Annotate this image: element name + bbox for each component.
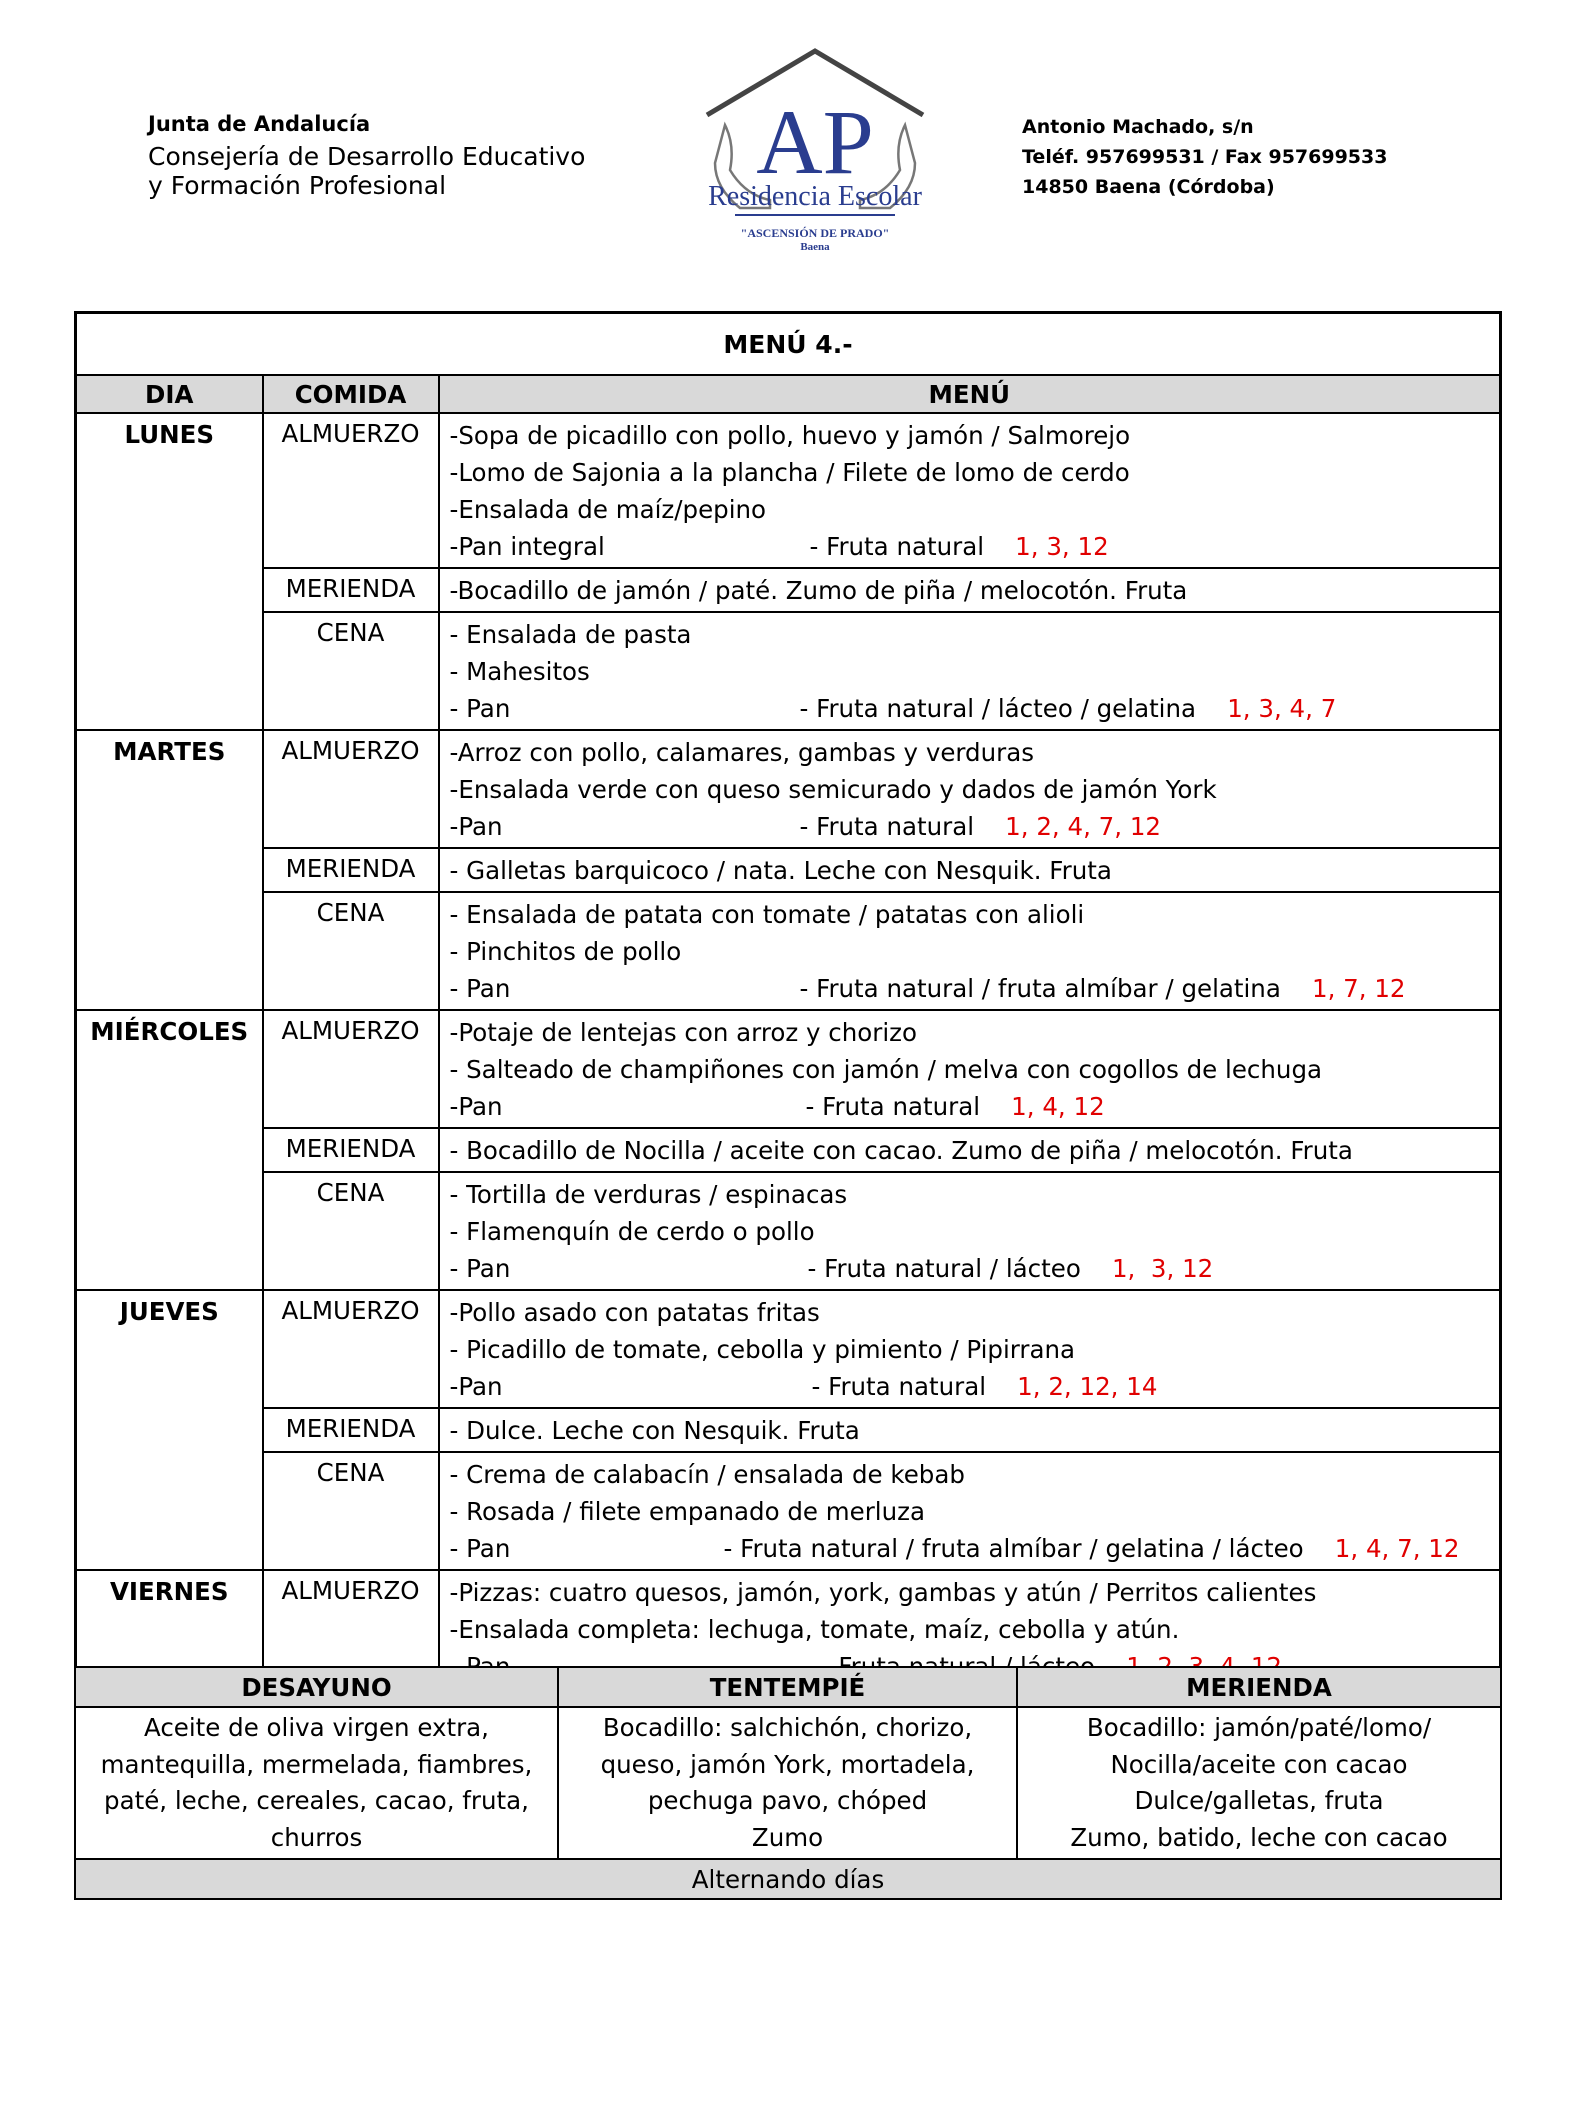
dish-line [450, 528, 1500, 565]
dish-line [450, 1294, 1500, 1331]
phone-fax: Teléf. 957699531 / Fax 957699533 [1022, 146, 1388, 168]
meal-label: ALMUERZO [263, 413, 439, 568]
dish-line [450, 1250, 1500, 1287]
day-name: MIÉRCOLES [76, 1010, 263, 1290]
allergen-codes: 1, 2, 4, 7, 12 [1005, 812, 1162, 841]
dish-text: - Pan [449, 694, 511, 723]
tentempie-line: pechuga pavo, chóped [647, 1786, 928, 1815]
dish-text: -Pan integral [449, 532, 605, 561]
dish-line [450, 1014, 1500, 1051]
dish-text: - Pinchitos de pollo [449, 937, 682, 966]
tentempie-cell [558, 1707, 1017, 1859]
menu-title: MENÚ 4.- [76, 313, 1501, 376]
desayuno-line: paté, leche, cereales, cacao, fruta, [104, 1786, 529, 1815]
dish-line [450, 1176, 1500, 1213]
header-desayuno: DESAYUNO [75, 1667, 558, 1707]
merienda-line: Nocilla/aceite con cacao [1110, 1749, 1408, 1779]
meal-label: ALMUERZO [263, 1570, 439, 1689]
dish-text: -Ensalada completa: lechuga, tomate, maíz, cebolla y atún. [449, 1615, 1180, 1644]
meal-label: MERIENDA [263, 1408, 439, 1452]
dessert-label: - Fruta natural [809, 532, 985, 561]
meal-row [76, 730, 1501, 848]
dish-line [450, 1331, 1500, 1368]
dish-line [450, 852, 1500, 889]
dish-text: - Flamenquín de cerdo o pollo [449, 1217, 815, 1246]
logo-initials: AP [756, 91, 874, 193]
dish-text: -Arroz con pollo, calamares, gambas y verduras [449, 738, 1034, 767]
dish-text: - Ensalada de patata con tomate / patatas con alioli [449, 900, 1085, 929]
dish-line [450, 417, 1500, 454]
institution-block [148, 112, 585, 200]
meal-label: CENA [263, 612, 439, 730]
meal-row [76, 1010, 1501, 1128]
allergen-codes: 1, 2, 12, 14 [1017, 1372, 1158, 1401]
dishes-cell [439, 568, 1501, 612]
col-header-day: DIA [76, 375, 263, 413]
allergen-codes: 1, 4, 7, 12 [1334, 1534, 1460, 1563]
dish-text: -Pan [449, 812, 503, 841]
extras-footer-row [75, 1859, 1501, 1899]
dish-line [450, 808, 1500, 845]
dish-text: -Pan [449, 1372, 503, 1401]
dish-line [450, 896, 1500, 933]
dish-text: - Mahesitos [449, 657, 590, 686]
merienda-line: Zumo, batido, leche con cacao [1070, 1822, 1448, 1852]
header-tentempie: TENTEMPIÉ [558, 1667, 1017, 1707]
day-name: LUNES [76, 413, 263, 730]
dessert-text [800, 808, 1162, 845]
meal-label: ALMUERZO [263, 1010, 439, 1128]
meal-label: CENA [263, 1452, 439, 1570]
day-name: MARTES [76, 730, 263, 1010]
menu-title-row [76, 313, 1501, 376]
meal-label: ALMUERZO [263, 1290, 439, 1408]
dessert-text [810, 528, 1109, 565]
meal-row [76, 413, 1501, 568]
col-header-menu: MENÚ [439, 375, 1501, 413]
address: Antonio Machado, s/n [1022, 116, 1254, 138]
dish-line [450, 771, 1500, 808]
dish-text: - Galletas barquicoco / nata. Leche con Nesquik. Fruta [449, 856, 1112, 885]
meal-row [76, 612, 1501, 730]
meal-row [76, 1290, 1501, 1408]
dishes-cell [439, 1128, 1501, 1172]
dish-line [450, 454, 1500, 491]
allergen-codes: 1, 7, 12 [1312, 974, 1406, 1003]
dishes-cell [439, 413, 1501, 568]
institution-name: Junta de Andalucía [148, 112, 371, 136]
dish-line [450, 653, 1500, 690]
postal-city: 14850 Baena (Córdoba) [1022, 176, 1275, 198]
dish-line [450, 690, 1500, 727]
dish-text: -Potaje de lentejas con arroz y chorizo [449, 1018, 917, 1047]
dish-text: - Salteado de champiñones con jamón / melva con cogollos de lechuga [449, 1055, 1323, 1084]
dish-text: -Pan [449, 1092, 503, 1121]
dishes-cell [439, 848, 1501, 892]
dish-text: - Pan [449, 1534, 511, 1563]
dish-text: -Ensalada de maíz/pepino [449, 495, 767, 524]
dishes-cell [439, 1172, 1501, 1290]
dish-text: - Pan [449, 1254, 511, 1283]
tentempie-line: Zumo [751, 1822, 824, 1852]
dish-line [450, 1574, 1500, 1611]
dish-line [450, 1051, 1500, 1088]
dishes-cell [439, 1010, 1501, 1128]
tentempie-line: Bocadillo: salchichón, chorizo, [602, 1713, 973, 1742]
allergen-codes: 1, 4, 12 [1011, 1092, 1105, 1121]
dish-line [450, 734, 1500, 771]
dishes-cell [439, 1408, 1501, 1452]
dish-text: -Lomo de Sajonia a la plancha / Filete de lomo de cerdo [449, 458, 1130, 487]
desayuno-line: mantequilla, mermelada, fiambres, [100, 1749, 533, 1779]
dessert-label: - Fruta natural / fruta almíbar / gelatina [799, 974, 1281, 1003]
meal-row [76, 892, 1501, 1010]
desayuno-line: churros [270, 1822, 363, 1852]
dish-text: - Bocadillo de Nocilla / aceite con cacao. Zumo de piña / melocotón. Fruta [449, 1136, 1353, 1165]
meal-label: MERIENDA [263, 1128, 439, 1172]
dessert-label: - Fruta natural [799, 812, 975, 841]
extras-table [74, 1666, 1502, 1900]
tentempie-line: queso, jamón York, mortadela, [600, 1749, 975, 1779]
dessert-text [812, 1368, 1158, 1405]
dessert-text [806, 1088, 1105, 1125]
dish-line [450, 1088, 1500, 1125]
dish-text: - Rosada / filete empanado de merluza [449, 1497, 926, 1526]
dish-line [450, 1132, 1500, 1169]
merienda-cell [1017, 1707, 1501, 1859]
dessert-text [724, 1530, 1460, 1567]
allergen-codes: 1, 3, 4, 7 [1227, 694, 1337, 723]
weekly-menu-table [74, 311, 1502, 1690]
logo-name: Residencia Escolar [708, 181, 922, 212]
dishes-cell [439, 892, 1501, 1010]
dessert-text [800, 970, 1406, 1007]
dessert-label: - Fruta natural / lácteo [807, 1254, 1081, 1283]
logo-motto: "ASCENSIÓN DE PRADO" [740, 226, 890, 240]
desayuno-line: Aceite de oliva virgen extra, [144, 1713, 489, 1742]
dish-text: - Ensalada de pasta [449, 620, 692, 649]
department-line-2: y Formación Profesional [148, 171, 447, 200]
dessert-label: - Fruta natural / fruta almíbar / gelatina / lácteo [723, 1534, 1304, 1563]
meal-row [76, 848, 1501, 892]
dessert-label: - Fruta natural [805, 1092, 981, 1121]
contact-block [1022, 112, 1387, 202]
department-line-1: Consejería de Desarrollo Educativo [148, 142, 586, 171]
day-name: VIERNES [76, 1570, 263, 1689]
dish-line [450, 616, 1500, 653]
meal-row [76, 568, 1501, 612]
merienda-line: Dulce/galletas, fruta [1134, 1786, 1384, 1815]
meal-label: MERIENDA [263, 568, 439, 612]
dish-text: -Ensalada verde con queso semicurado y dados de jamón York [449, 775, 1217, 804]
meal-row [76, 1452, 1501, 1570]
alternating-note: Alternando días [75, 1859, 1501, 1899]
allergen-codes: 1, 3, 12 [1015, 532, 1109, 561]
dish-line [450, 970, 1500, 1007]
extras-header-row [75, 1667, 1501, 1707]
dish-text: - Crema de calabacín / ensalada de kebab [449, 1460, 965, 1489]
col-header-meal: COMIDA [263, 375, 439, 413]
dishes-cell [439, 730, 1501, 848]
dish-text: - Dulce. Leche con Nesquik. Fruta [449, 1416, 860, 1445]
meal-row [76, 1128, 1501, 1172]
residencia-logo [695, 45, 935, 255]
meal-label: ALMUERZO [263, 730, 439, 848]
dishes-cell [439, 612, 1501, 730]
meal-label: MERIENDA [263, 848, 439, 892]
dish-text: - Tortilla de verduras / espinacas [449, 1180, 848, 1209]
dish-text: -Pollo asado con patatas fritas [449, 1298, 820, 1327]
meal-label: CENA [263, 1172, 439, 1290]
dish-text: -Bocadillo de jamón / paté. Zumo de piña / melocotón. Fruta [449, 576, 1188, 605]
desayuno-cell [75, 1707, 558, 1859]
dish-text: - Picadillo de tomate, cebolla y pimiento / Pipirrana [449, 1335, 1076, 1364]
dish-line [450, 1456, 1500, 1493]
dish-line [450, 1530, 1500, 1567]
dish-line [450, 491, 1500, 528]
merienda-line: Bocadillo: jamón/paté/lomo/ [1086, 1713, 1432, 1742]
dish-line [450, 1213, 1500, 1250]
dish-line [450, 1493, 1500, 1530]
dishes-cell [439, 1290, 1501, 1408]
logo-town: Baena [800, 241, 830, 253]
day-name: JUEVES [76, 1290, 263, 1570]
header-merienda: MERIENDA [1017, 1667, 1501, 1707]
dessert-label: - Fruta natural / lácteo / gelatina [799, 694, 1197, 723]
dishes-cell [439, 1452, 1501, 1570]
dish-text: -Sopa de picadillo con pollo, huevo y jamón / Salmorejo [449, 421, 1131, 450]
column-header-row [76, 375, 1501, 413]
dessert-text [800, 690, 1337, 727]
dish-line [450, 572, 1500, 609]
meal-label: CENA [263, 892, 439, 1010]
dish-line [450, 1611, 1500, 1648]
dish-line [450, 1368, 1500, 1405]
dish-text: - Pan [449, 974, 511, 1003]
allergen-codes: 1, 3, 12 [1111, 1254, 1214, 1283]
dish-line [450, 933, 1500, 970]
extras-content-row [75, 1707, 1501, 1859]
meal-row [76, 1172, 1501, 1290]
meal-row [76, 1408, 1501, 1452]
dish-text: -Pizzas: cuatro quesos, jamón, york, gambas y atún / Perritos calientes [449, 1578, 1317, 1607]
dish-line [450, 1412, 1500, 1449]
dessert-label: - Fruta natural [811, 1372, 987, 1401]
dessert-text [808, 1250, 1214, 1287]
